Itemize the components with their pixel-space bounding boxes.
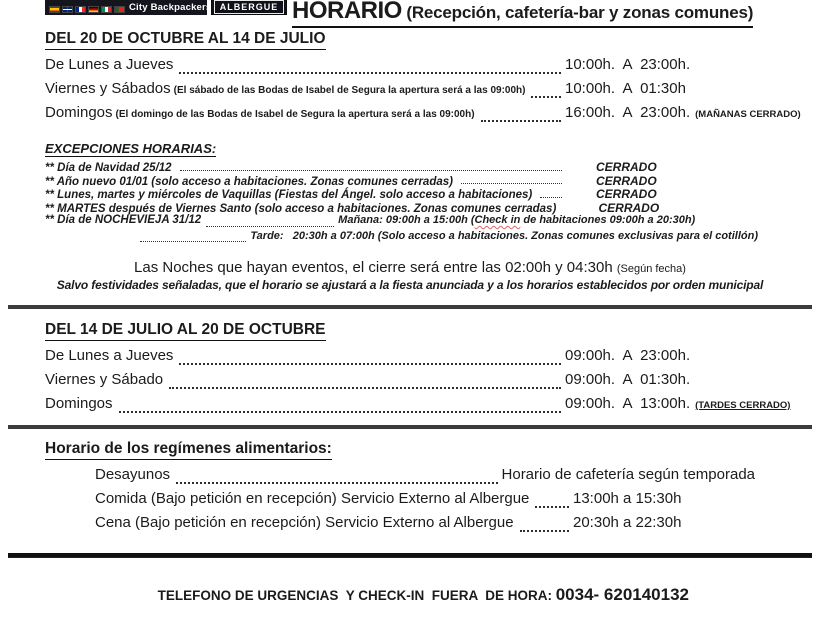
exceptions-section <box>45 140 758 245</box>
nye-evening-row <box>45 230 758 246</box>
emergency-phone-number: 0034- 620140132 <box>555 585 689 604</box>
header <box>0 0 820 26</box>
portugal-flag-icon <box>114 6 125 13</box>
day-note: (El domingo de las Bodas de Isabel de Segura la apertura será a las 09:00h) <box>115 109 475 120</box>
exception-row <box>45 160 758 174</box>
dotted-leader <box>481 120 561 122</box>
meal-value: 20:30h a 22:30h <box>573 514 682 531</box>
meal-value: 13:00h a 15:30h <box>573 490 682 507</box>
dotted-leader <box>169 387 561 389</box>
nye-morning-pre: Mañana: 09:00h a 15:00h ( <box>338 214 475 226</box>
closed-value: CERRADO <box>596 187 657 201</box>
dotted-leader <box>119 411 561 413</box>
exception-label: ** Día de NOCHEVIEJA 31/12 <box>45 214 202 226</box>
meal-rows <box>95 466 755 538</box>
table-row <box>95 490 755 514</box>
closed-value: CERRADO <box>596 173 657 188</box>
day-label: Viernes y Sábados <box>45 80 171 97</box>
albergue-badge <box>211 0 287 15</box>
table-row <box>45 104 800 128</box>
meals-section <box>0 440 820 538</box>
closed-value: CERRADO <box>596 160 657 174</box>
season2-title: DEL 14 DE JULIO AL 20 DE OCTUBRE <box>45 321 326 341</box>
document-title <box>292 0 753 28</box>
dotted-leader <box>179 72 561 74</box>
dotted-leader <box>176 482 497 484</box>
season2-section <box>45 321 800 419</box>
meal-label: Comida (Bajo petición en recepción) Servicio Externo al Albergue <box>95 490 530 507</box>
section-divider <box>8 305 812 309</box>
exception-label: ** MARTES después de Viernes Santo (solo acceso a habitaciones. Zonas comunes cerradas) <box>45 202 560 215</box>
footer-divider <box>8 553 812 558</box>
events-main-text: Las Noches que hayan eventos, el cierre será entre las 02:00h y 04:30h <box>134 259 617 276</box>
closed-value: CERRADO <box>598 200 660 215</box>
meal-label: Cena (Bajo petición en recepción) Servicio Externo al Albergue <box>95 514 514 531</box>
dotted-leader <box>180 170 562 171</box>
table-row <box>95 514 755 538</box>
table-row <box>95 466 755 490</box>
dotted-leader <box>206 226 334 227</box>
emergency-phone-label: TELEFONO DE URGENCIAS Y CHECK-IN FUERA DE HORA: <box>157 588 556 603</box>
events-note <box>0 259 820 292</box>
nye-morning-row <box>45 214 758 230</box>
events-small-text: (Según fecha) <box>616 263 686 275</box>
exception-row <box>45 174 758 188</box>
closed-note: (TARDES CERRADO) <box>695 400 791 411</box>
day-label: De Lunes a Jueves <box>45 347 174 364</box>
section-divider <box>8 425 812 429</box>
day-label: Domingos <box>45 395 113 412</box>
table-row <box>45 80 800 104</box>
dotted-leader <box>179 363 561 365</box>
meal-value: Horario de cafetería según temporada <box>501 466 755 483</box>
events-disclaimer: Salvo festividades señaladas, que el horario se ajustará a la fiesta anunciada y a los horarios establecidos por orden municipal <box>56 278 764 292</box>
time-value: 16:00h. A 23:00h. <box>565 104 691 121</box>
exception-row <box>45 187 758 201</box>
page-title: HORARIO <box>292 0 402 24</box>
meal-label: Desayunos <box>95 466 171 483</box>
spain-flag-icon <box>49 6 60 13</box>
day-label: Domingos <box>45 104 113 121</box>
time-value: 09:00h. A 23:00h. <box>565 347 691 364</box>
table-row <box>45 371 800 395</box>
exception-row <box>45 201 758 215</box>
dotted-leader <box>531 96 561 98</box>
day-note: (El sábado de las Bodas de Isabel de Segura la apertura será a las 09:00h) <box>173 85 526 96</box>
dotted-leader <box>140 241 246 242</box>
season1-section <box>45 30 800 128</box>
table-row <box>45 56 800 80</box>
uk-flag-icon <box>62 6 73 13</box>
germany-flag-icon <box>88 6 99 13</box>
events-main-line <box>0 259 820 277</box>
nye-checkin-text: Check in <box>474 214 521 226</box>
italy-flag-icon <box>101 6 112 13</box>
exception-label: ** Lunes, martes y miércoles de Vaquillas (Fiestas del Ángel. solo acceso a habitaciones) <box>45 189 536 201</box>
content <box>0 26 820 623</box>
time-value: 09:00h. A 01:30h. <box>565 371 691 388</box>
brand-name: City Backpackers <box>129 2 212 13</box>
table-row <box>45 347 800 371</box>
meals-title: Horario de los regímenes alimentarios: <box>45 440 332 460</box>
dotted-leader <box>540 197 562 198</box>
flag-icons <box>49 6 125 13</box>
time-value: 09:00h. A 13:00h. <box>565 395 691 412</box>
dotted-leader <box>461 183 562 184</box>
exception-label: ** Día de Navidad 25/12 <box>45 162 175 174</box>
footer <box>0 567 820 623</box>
day-label: De Lunes a Jueves <box>45 56 174 73</box>
season1-title: DEL 20 DE OCTUBRE AL 14 DE JULIO <box>45 30 326 50</box>
nye-morning-post: de habitaciones 09:00h a 20:30h) <box>520 214 696 226</box>
exceptions-title: EXCEPCIONES HORARIAS: <box>45 141 217 156</box>
nye-evening-text: Tarde: 20:30h a 07:00h (Solo acceso a habitaciones. Zonas comunes exclusivas para el cotillón) <box>250 229 758 242</box>
closed-note: (MAÑANAS CERRADO) <box>695 109 801 120</box>
exception-label: ** Año nuevo 01/01 (solo acceso a habitaciones. Zonas comunes cerradas) <box>45 175 457 188</box>
nye-morning-text <box>338 214 695 226</box>
dotted-leader <box>520 530 569 532</box>
city-backpackers-logo <box>45 0 212 15</box>
dotted-leader <box>535 506 569 508</box>
time-value: 10:00h. A 23:00h. <box>565 56 691 73</box>
time-value: 10:00h. A 01:30h <box>565 80 686 97</box>
table-row <box>45 395 800 419</box>
albergue-badge-label: ALBERGUE <box>214 0 284 14</box>
france-flag-icon <box>75 6 86 13</box>
page-subtitle: (Recepción, cafetería-bar y zonas comunes) <box>401 3 754 22</box>
day-label: Viernes y Sábado <box>45 371 164 388</box>
